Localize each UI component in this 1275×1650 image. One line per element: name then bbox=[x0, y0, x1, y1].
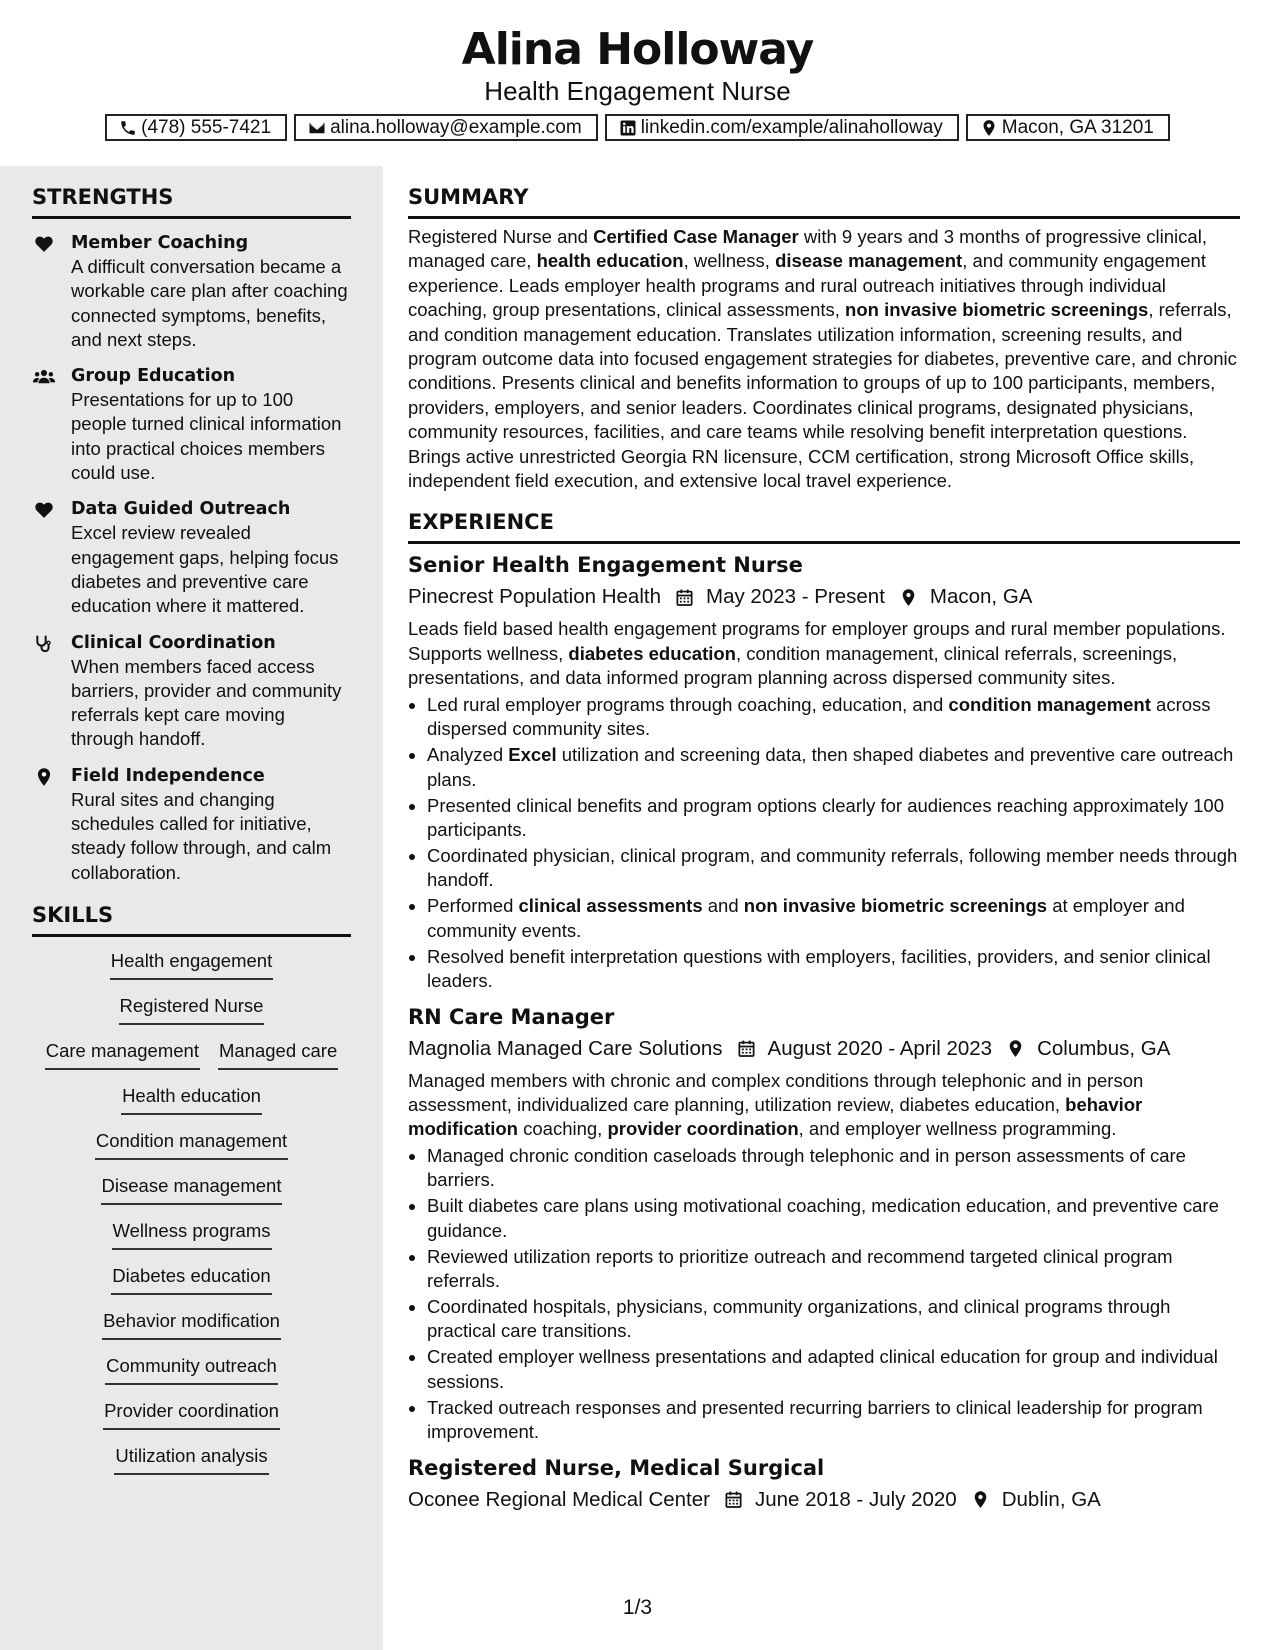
strength-description: When members faced access barriers, provider and community referrals kept care moving through handoff. bbox=[71, 655, 342, 750]
skill-row bbox=[32, 1084, 351, 1129]
text-run: Managed chronic condition caseloads through telephonic and in person assessments of care barriers. bbox=[427, 1144, 1186, 1191]
skill-row bbox=[32, 1039, 351, 1084]
text-run: Registered Nurse and bbox=[408, 226, 594, 247]
skill-tag: Managed care bbox=[218, 1039, 338, 1070]
skill-tag: Health engagement bbox=[110, 949, 273, 980]
contact-item[interactable] bbox=[294, 114, 598, 141]
strength-title: Group Education bbox=[71, 366, 236, 387]
contact-item[interactable] bbox=[605, 114, 959, 141]
text-run: Created employer wellness presentations and adapted clinical education for group and individual sessions. bbox=[427, 1346, 1218, 1392]
text-run: and bbox=[702, 895, 744, 917]
bullet-item bbox=[427, 743, 1240, 792]
heart-icon bbox=[34, 234, 54, 254]
skill-row bbox=[32, 1219, 351, 1264]
bold-keyword: Certified Case Manager bbox=[593, 226, 799, 247]
text-run: , and community engagement experience. Leads employer health programs and rural outreach initiatives through individual coaching, group presentations, clinical assessments, bbox=[408, 250, 1206, 321]
skills-heading: SKILLS bbox=[32, 902, 351, 937]
job-entry bbox=[408, 1455, 1240, 1513]
strength-title: Data Guided Outreach bbox=[71, 499, 291, 520]
job-bullets bbox=[408, 1144, 1240, 1445]
contact-item[interactable] bbox=[966, 114, 1170, 141]
strength-item bbox=[32, 231, 351, 352]
bold-keyword: provider coordination bbox=[607, 1118, 799, 1140]
skill-row bbox=[32, 1354, 351, 1399]
text-run: Led rural employer programs through coaching, education, and bbox=[427, 693, 949, 715]
calendar-icon bbox=[710, 1490, 755, 1509]
skill-tag: Utilization analysis bbox=[114, 1444, 268, 1475]
bold-keyword: Excel bbox=[508, 744, 557, 766]
skill-tag: Care management bbox=[45, 1039, 200, 1070]
job-location: Columbus, GA bbox=[1037, 1036, 1171, 1060]
text-run: Leads field based health engagement programs for employer groups and rural member populations. Supports wellness, bbox=[408, 618, 1226, 664]
job-bullets bbox=[408, 693, 1240, 994]
bold-keyword: non invasive biometric screenings bbox=[845, 299, 1149, 321]
text-run: at employer and community events. bbox=[427, 895, 1185, 941]
map-pin-icon bbox=[34, 767, 54, 787]
text-run: utilization and screening data, then shaped diabetes and preventive care outreach plans. bbox=[427, 744, 1234, 790]
job-company: Oconee Regional Medical Center bbox=[408, 1487, 710, 1511]
experience-list bbox=[408, 552, 1240, 1512]
job-dates: May 2023 - Present bbox=[706, 585, 885, 609]
bullet-item bbox=[427, 1295, 1240, 1344]
bold-keyword: non invasive biometric screenings bbox=[743, 895, 1048, 917]
strength-description: Presentations for up to 100 people turned clinical information into practical choices members could use. bbox=[71, 389, 342, 484]
strength-description: A difficult conversation became a workable care plan after coaching connected symptoms, benefits, and next steps. bbox=[71, 256, 348, 350]
bold-keyword: clinical assessments bbox=[518, 895, 703, 917]
bullet-item bbox=[427, 894, 1240, 943]
text-run: Reviewed utilization reports to prioritize outreach and recommend targeted clinical program referrals. bbox=[427, 1245, 1173, 1291]
text-run: Coordinated hospitals, physicians, community organizations, and clinical programs through practical care transitions. bbox=[427, 1295, 1171, 1342]
summary-text bbox=[408, 225, 1240, 493]
skill-row bbox=[32, 1174, 351, 1219]
phone-icon bbox=[119, 119, 141, 137]
bold-keyword: diabetes education bbox=[568, 642, 736, 664]
skill-row bbox=[32, 1444, 351, 1489]
strength-item bbox=[32, 631, 351, 752]
linkedin-icon bbox=[619, 119, 641, 137]
job-meta bbox=[408, 1036, 1240, 1062]
job-dates: June 2018 - July 2020 bbox=[754, 1487, 957, 1511]
strength-item bbox=[32, 497, 351, 618]
group-icon bbox=[32, 367, 56, 387]
job-description bbox=[408, 1069, 1240, 1142]
map-pin-icon bbox=[992, 1039, 1037, 1058]
page-number: 1/3 bbox=[622, 1596, 653, 1619]
strength-item bbox=[32, 764, 351, 885]
job-location: Dublin, GA bbox=[1001, 1487, 1101, 1511]
job-entry bbox=[408, 552, 1240, 993]
job-title: RN Care Manager bbox=[408, 1004, 615, 1029]
job-dates: August 2020 - April 2023 bbox=[767, 1036, 993, 1060]
strength-title: Clinical Coordination bbox=[71, 632, 276, 653]
text-run: , condition management, clinical referrals, screenings, presentations, and data informed program planning across dispersed community sites. bbox=[408, 642, 1178, 689]
bullet-item bbox=[427, 945, 1240, 994]
text-run: Managed members with chronic and complex conditions through telephonic and in person assessment, individualized care planning, utilization review, diabetes education, bbox=[408, 1069, 1144, 1115]
skill-row bbox=[32, 1309, 351, 1354]
bullet-item bbox=[427, 1345, 1240, 1394]
map-pin-icon bbox=[980, 119, 1002, 137]
text-run: , and employer wellness programming. bbox=[798, 1118, 1117, 1140]
main-content bbox=[408, 166, 1240, 1513]
contact-text: alina.holloway@example.com bbox=[330, 116, 582, 138]
contact-text: Macon, GA 31201 bbox=[1001, 116, 1154, 138]
skill-tag: Health education bbox=[121, 1084, 262, 1115]
contact-text: linkedin.com/example/alinaholloway bbox=[640, 116, 943, 138]
text-run: Coordinated physician, clinical program, and community referrals, following member needs through handoff. bbox=[427, 844, 1238, 891]
job-meta bbox=[408, 1487, 1240, 1513]
text-run: Resolved benefit interpretation questions with employers, facilities, providers, and senior clinical leaders. bbox=[427, 945, 1211, 992]
text-run: Performed bbox=[427, 895, 519, 917]
bullet-item bbox=[427, 1396, 1240, 1445]
candidate-title: Health Engagement Nurse bbox=[484, 76, 791, 106]
job-entry bbox=[408, 1004, 1240, 1445]
skills-list bbox=[32, 949, 351, 1489]
skill-tag: Diabetes education bbox=[111, 1264, 271, 1295]
contact-bar bbox=[0, 114, 1275, 141]
job-company: Pinecrest Population Health bbox=[408, 585, 661, 609]
strength-description: Rural sites and changing schedules called for initiative, steady follow through, and calm collaboration. bbox=[71, 788, 332, 883]
bold-keyword: condition management bbox=[948, 693, 1151, 715]
bold-keyword: behavior modification bbox=[408, 1093, 1143, 1140]
bold-keyword: health education bbox=[536, 250, 684, 272]
skill-row bbox=[32, 1399, 351, 1444]
bullet-item bbox=[427, 1194, 1240, 1243]
calendar-icon bbox=[723, 1039, 768, 1058]
bold-keyword: disease management bbox=[775, 250, 963, 272]
contact-item[interactable] bbox=[105, 114, 287, 141]
job-meta bbox=[408, 584, 1240, 610]
map-pin-icon bbox=[957, 1490, 1002, 1509]
strengths-heading: STRENGTHS bbox=[32, 184, 351, 219]
skill-row bbox=[32, 994, 351, 1039]
skill-row bbox=[32, 1264, 351, 1309]
sidebar bbox=[0, 166, 383, 1650]
skill-row bbox=[32, 1129, 351, 1174]
candidate-name: Alina Holloway bbox=[461, 24, 814, 75]
strength-title: Field Independence bbox=[71, 765, 265, 786]
strength-title: Member Coaching bbox=[71, 233, 249, 253]
text-run: , referrals, and condition management education. Translates utilization information, screening results, and program outcome data into focused engagement strategies for diabetes, preventive care, and chronic conditions. Presents clinical and benefits information to groups of up to 100 participants, members, providers, employers, and senior leaders. Coordinates clinical programs, designated physicians, community resources, facilities, and care teams while resolving benefit interpretation questions. Brings active unrestricted Georgia RN licensure, CCM certification, strong Microsoft Office skills, independent field execution, and extensive local travel experience. bbox=[408, 299, 1237, 492]
bullet-item bbox=[427, 794, 1240, 843]
summary-heading: SUMMARY bbox=[408, 184, 1240, 219]
text-run: coaching, bbox=[517, 1118, 608, 1140]
skill-tag: Registered Nurse bbox=[119, 994, 265, 1025]
skill-tag: Wellness programs bbox=[112, 1219, 272, 1250]
bullet-item bbox=[427, 844, 1240, 893]
job-location: Macon, GA bbox=[929, 585, 1033, 609]
map-pin-icon bbox=[885, 588, 930, 607]
contact-text: (478) 555-7421 bbox=[141, 116, 272, 138]
bullet-item bbox=[427, 1144, 1240, 1193]
bullet-item bbox=[427, 1245, 1240, 1294]
text-run: Built diabetes care plans using motivational coaching, medication education, and preventive care guidance. bbox=[427, 1195, 1219, 1241]
text-run: Analyzed bbox=[427, 744, 509, 766]
skill-tag: Disease management bbox=[101, 1174, 283, 1205]
skill-tag: Behavior modification bbox=[102, 1309, 281, 1340]
strength-item bbox=[32, 364, 351, 485]
experience-heading: EXPERIENCE bbox=[408, 509, 1240, 544]
stethoscope-icon bbox=[34, 634, 54, 654]
job-title: Registered Nurse, Medical Surgical bbox=[408, 1455, 825, 1480]
job-title: Senior Health Engagement Nurse bbox=[408, 553, 803, 578]
text-run: , wellness, bbox=[683, 250, 776, 272]
skill-row bbox=[32, 949, 351, 994]
heart-icon bbox=[34, 500, 54, 520]
skill-tag: Condition management bbox=[95, 1129, 288, 1160]
text-run: Presented clinical benefits and program options clearly for audiences reaching approximately 100 participants. bbox=[427, 794, 1224, 840]
calendar-icon bbox=[661, 588, 706, 607]
text-run: across dispersed community sites. bbox=[427, 693, 1211, 740]
skill-tag: Community outreach bbox=[105, 1354, 278, 1385]
resume-header bbox=[0, 0, 1275, 166]
job-description bbox=[408, 617, 1240, 690]
envelope-icon bbox=[308, 119, 330, 137]
bullet-item bbox=[427, 693, 1240, 742]
job-company: Magnolia Managed Care Solutions bbox=[408, 1036, 723, 1060]
skill-tag: Provider coordination bbox=[103, 1399, 280, 1430]
strengths-list bbox=[32, 231, 351, 885]
text-run: Tracked outreach responses and presented recurring barriers to clinical leadership for program improvement. bbox=[427, 1396, 1203, 1443]
strength-description: Excel review revealed engagement gaps, helping focus diabetes and preventive care education where it mattered. bbox=[71, 522, 339, 617]
text-run: with 9 years and 3 months of progressive clinical, managed care, bbox=[408, 226, 1207, 272]
